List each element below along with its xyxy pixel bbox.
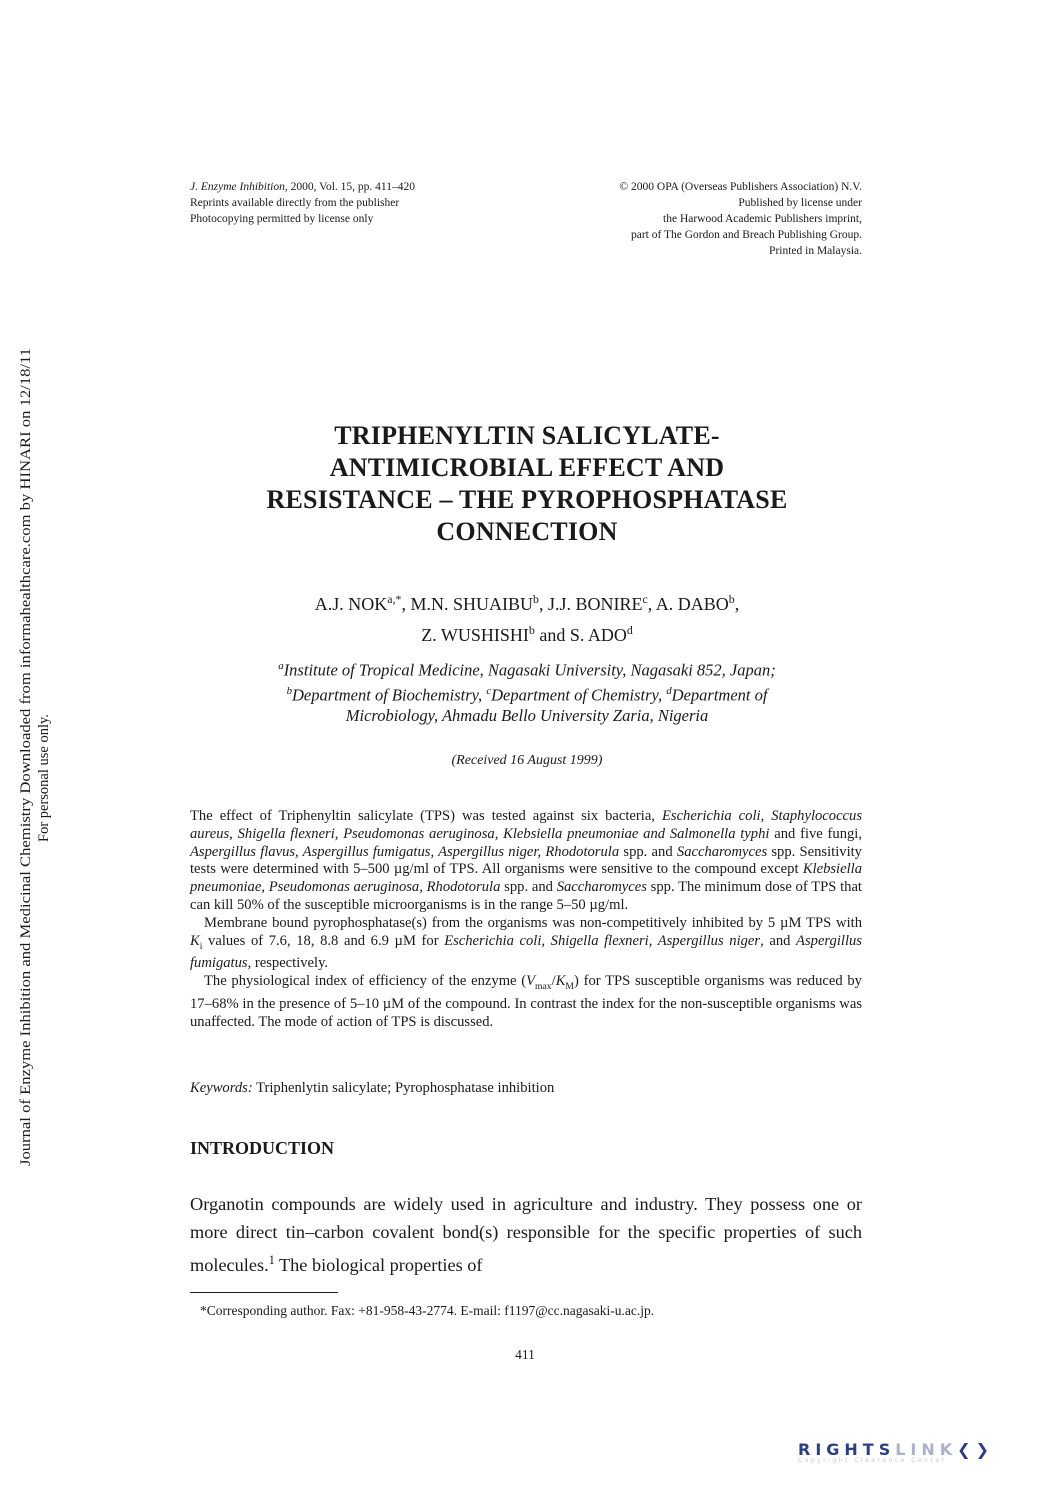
affiliation-b: Department of Biochemistry,	[292, 685, 483, 704]
reprints-note: Reprints available directly from the publisher	[190, 197, 400, 209]
keywords-label: Keywords:	[190, 1080, 253, 1096]
abstract-paragraph-1: The effect of Triphenyltin salicylate (TPS) was tested against six bacteria, Escherichia coli, Staphylococcus aureus, Shigella flexneri, Pseudomonas aeruginosa, Klebsiella pneumoniae and Salmonella typhi and five fungi, Aspergillus flavus, Aspergillus fumigatus, Aspergillus niger, Rhodotorula spp. and Saccharomyces spp. Sensitivity tests were determined with 5–500 µg/ml of TPS. All organisms were sensitive to the compound except Klebsiella pneumoniae, Pseudomonas aeruginosa, Rhodotorula spp. and Saccharomyces spp. The minimum dose of TPS that can kill 50% of the susceptible microorganisms is in the range 5–50 µg/ml.	[190, 808, 863, 913]
author-affiliation-mark: a,*	[387, 592, 402, 606]
affiliation-line-3: Microbiology, Ahmadu Bello University Zaria, Nigeria	[345, 706, 709, 725]
author-name: Z. WUSHISHI	[421, 625, 529, 645]
printed-line: Printed in Malaysia.	[769, 245, 862, 257]
article-title	[150, 420, 904, 548]
abstract	[190, 808, 862, 1031]
corresponding-author-footnote: *Corresponding author. Fax: +81-958-43-2774. E-mail: f1197@cc.nagasaki-u.ac.jp.	[200, 1303, 655, 1318]
download-stamp	[10, 346, 130, 1166]
logo-arrow-icon: ❮❯	[957, 1440, 994, 1459]
title-line-2: ANTIMICROBIAL EFFECT AND	[329, 453, 725, 482]
title-line-4: CONNECTION	[436, 517, 618, 546]
affiliation-mark: c	[486, 684, 492, 697]
logo-text-dark: RIGHTS	[798, 1440, 896, 1459]
publisher-line-1: Published by license under	[738, 197, 862, 209]
keywords-text: Triphenlytin salicylate; Pyrophosphatase inhibition	[256, 1080, 555, 1096]
author-name: A.J. NOK	[314, 594, 388, 614]
publisher-line-2: the Harwood Academic Publishers imprint,	[663, 213, 862, 225]
affiliation-d: Department of	[671, 685, 768, 704]
logo-subtitle: Copyright Clearance Center	[798, 1457, 947, 1464]
author-affiliation-mark: b	[728, 592, 735, 606]
citation-ref: 1	[268, 1253, 275, 1267]
journal-citation-block	[190, 179, 415, 227]
affiliation-a: Institute of Tropical Medicine, Nagasaki University, Nagasaki 852, Japan;	[283, 660, 776, 680]
affiliation-c: Department of Chemistry,	[491, 685, 663, 704]
author-affiliation-mark: d	[626, 623, 633, 637]
abstract-paragraph-2: Membrane bound pyrophosphatase(s) from the organisms was non-competitively inhibited by 5 µM TPS with $K_i$ values of 7.6, 18, 8.8 and 6.9 µM for Escherichia coli, Shigella flexneri, Aspergillus niger, and Aspergillus fumigatus, respectively.	[190, 914, 862, 972]
copyright-block	[560, 179, 862, 259]
introduction-paragraph: Organotin compounds are widely used in agriculture and industry. They possess one or more direct tin–carbon covalent bond(s) responsible for the specific properties of such molecules.$^1$ The biological properties of	[190, 1194, 862, 1276]
affiliation-mark: d	[666, 684, 672, 697]
author-affiliation-mark: b	[533, 592, 539, 606]
author-conjunction: and	[539, 625, 566, 645]
author-affiliation-mark: b	[528, 623, 535, 637]
logo-text-light: LINK	[895, 1440, 958, 1459]
page-number: 411	[515, 1347, 535, 1362]
footnote-rule	[190, 1292, 338, 1293]
journal-details: , 2000, Vol. 15, pp. 411–420	[284, 181, 415, 193]
journal-name: J. Enzyme Inhibition	[190, 181, 285, 193]
affiliations	[150, 656, 904, 726]
author-affiliation-mark: c	[642, 592, 648, 606]
title-line-3: RESISTANCE – THE PYROPHOSPHATASE	[266, 485, 788, 514]
photocopy-note: Photocopying permitted by license only	[190, 213, 374, 225]
affiliation-mark: b	[286, 684, 292, 697]
download-stamp-line-1: Journal of Enzyme Inhibition and Medicinal Chemistry Downloaded from informahealthcare.com by HINARI on 12/18/11	[18, 452, 34, 1166]
publisher-line-3: part of The Gordon and Breach Publishing Group.	[630, 229, 862, 241]
keywords	[190, 1080, 862, 1097]
section-heading-introduction: INTRODUCTION	[190, 1138, 335, 1158]
affiliation-mark: a	[278, 660, 284, 672]
abstract-paragraph-3: The physiological index of efficiency of the enzyme $(V_{max}/K_M)$ for TPS susceptible organisms was reduced by 17–68% in the presence of 5–10 µM of the compound. In contrast the index for the non-susceptible organisms was unaffected. The mode of action of TPS is discussed.	[190, 973, 862, 1030]
author-name: J.J. BONIRE	[547, 594, 643, 614]
author-list: A.J. $NOK^{a,*}$, M.N. SHUAIBU$^b$, J.J. BONIRE$^c$, A. DABO$^b$, Z. WUSHISHI$^b$ and S. ADO$^d$	[314, 592, 740, 645]
received-date: (Received 16 August 1999)	[451, 753, 603, 768]
title-line-1: TRIPHENYLTIN SALICYLATE-	[334, 421, 720, 450]
download-stamp-line-2: For personal use only.	[36, 714, 52, 842]
rightslink-logo	[798, 1440, 1034, 1470]
author-name: M.N. SHUAIBU	[410, 594, 533, 614]
author-name: S. ADO	[569, 625, 627, 645]
copyright-line: © 2000 OPA (Overseas Publishers Association) N.V.	[619, 181, 862, 193]
author-name: A. DABO	[655, 594, 729, 614]
